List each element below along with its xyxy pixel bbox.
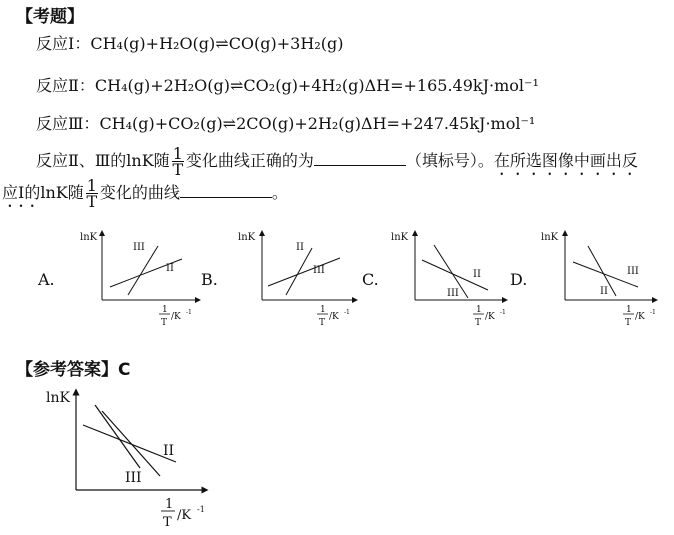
- option-c-label-top: II: [473, 269, 481, 280]
- option-b-line-steep: [286, 248, 312, 295]
- question-text-4: lnK随: [40, 183, 84, 202]
- option-d-xden: T: [625, 318, 632, 328]
- option-c-xnum: 1: [476, 305, 482, 315]
- reaction-2-equation: CH₄(g)+2H₂O(g)⇌CO₂(g)+4H₂(g)ΔH=+165.49kJ·mol⁻¹: [94, 76, 539, 95]
- question-text-2: 变化曲线正确的为: [185, 151, 314, 170]
- fraction-denominator-2: T: [86, 192, 98, 211]
- option-a-xexp: -1: [186, 309, 192, 316]
- option-a-label-mid: II: [166, 263, 174, 274]
- option-b-xnum: 1: [320, 305, 326, 315]
- question-text-3: （填标号）。: [405, 151, 494, 170]
- option-b-label-top: II: [296, 242, 304, 253]
- option-d-ylabel: lnK: [541, 232, 559, 243]
- option-a-xunit: /K: [171, 312, 181, 322]
- answer-line-i: [95, 405, 140, 468]
- option-b-graph: [238, 232, 355, 328]
- option-a-letter: A.: [38, 270, 55, 289]
- question-text-emphasis-2: 应Ⅰ的: [2, 183, 41, 202]
- option-a-xden: T: [161, 318, 168, 328]
- option-c-letter: C.: [362, 270, 379, 289]
- option-d-graph: [541, 232, 656, 328]
- question-text-emphasis-1: 在所选图像中画出反: [493, 151, 638, 170]
- option-a-xnum: 1: [162, 305, 168, 315]
- option-c-xexp: -1: [500, 309, 506, 316]
- option-b-xunit: /K: [329, 312, 339, 322]
- option-d-xunit: /K: [635, 312, 645, 322]
- option-b-letter: B.: [201, 270, 218, 289]
- fraction-numerator-2: 1: [86, 176, 97, 195]
- question-text-1: 反应Ⅱ、Ⅲ的lnK随: [36, 151, 170, 170]
- option-b-xexp: -1: [344, 309, 350, 316]
- question-text-6: 。: [271, 183, 288, 202]
- answer-line-iii: [102, 411, 160, 476]
- option-b-label-mid: III: [313, 265, 325, 276]
- option-d-xnum: 1: [626, 305, 632, 315]
- answer-label: 【参考答案】: [16, 360, 118, 380]
- reaction-2-label: 反应Ⅱ：: [36, 76, 95, 95]
- answer-xden: T: [163, 515, 172, 530]
- answer-graph: [46, 390, 205, 530]
- option-c-label-mid: III: [447, 288, 459, 299]
- answer-label-ii: II: [163, 443, 175, 459]
- answer-label-iii: III: [125, 470, 142, 486]
- reaction-3-label: 反应Ⅲ：: [36, 114, 100, 133]
- reaction-3-equation: CH₄(g)+CO₂(g)⇌2CO(g)+2H₂(g)ΔH=+247.45kJ·mol⁻¹: [99, 114, 536, 133]
- option-b-ylabel: lnK: [238, 232, 256, 243]
- question-text-5: 变化的曲线: [99, 183, 180, 202]
- option-d-label-top: III: [627, 266, 639, 277]
- option-d-letter: D.: [510, 270, 528, 289]
- answer-xunit: /K: [177, 508, 192, 523]
- answer-xnum: 1: [165, 497, 174, 512]
- answer-value: C: [118, 360, 131, 380]
- answer-xexp: -1: [197, 505, 205, 514]
- option-c-ylabel: lnK: [391, 232, 409, 243]
- reaction-1-label: 反应Ⅰ：: [36, 34, 91, 53]
- option-c-xunit: /K: [485, 312, 495, 322]
- option-b-xden: T: [319, 318, 326, 328]
- reaction-1-equation: CH₄(g)+H₂O(g)⇌CO(g)+3H₂(g): [90, 34, 344, 53]
- option-a-graph: [80, 232, 198, 328]
- question-header: 【考题】: [16, 7, 84, 27]
- option-a-ylabel: lnK: [80, 232, 98, 243]
- option-d-label-mid: II: [600, 286, 608, 297]
- option-c-xden: T: [475, 318, 482, 328]
- fraction-numerator: 1: [172, 144, 183, 163]
- option-c-graph: [391, 232, 506, 328]
- answer-header: [16, 355, 130, 380]
- fraction-denominator: T: [172, 160, 184, 179]
- answer-ylabel: lnK: [46, 390, 70, 406]
- option-d-xexp: -1: [650, 309, 656, 316]
- option-a-label-top: III: [133, 242, 145, 253]
